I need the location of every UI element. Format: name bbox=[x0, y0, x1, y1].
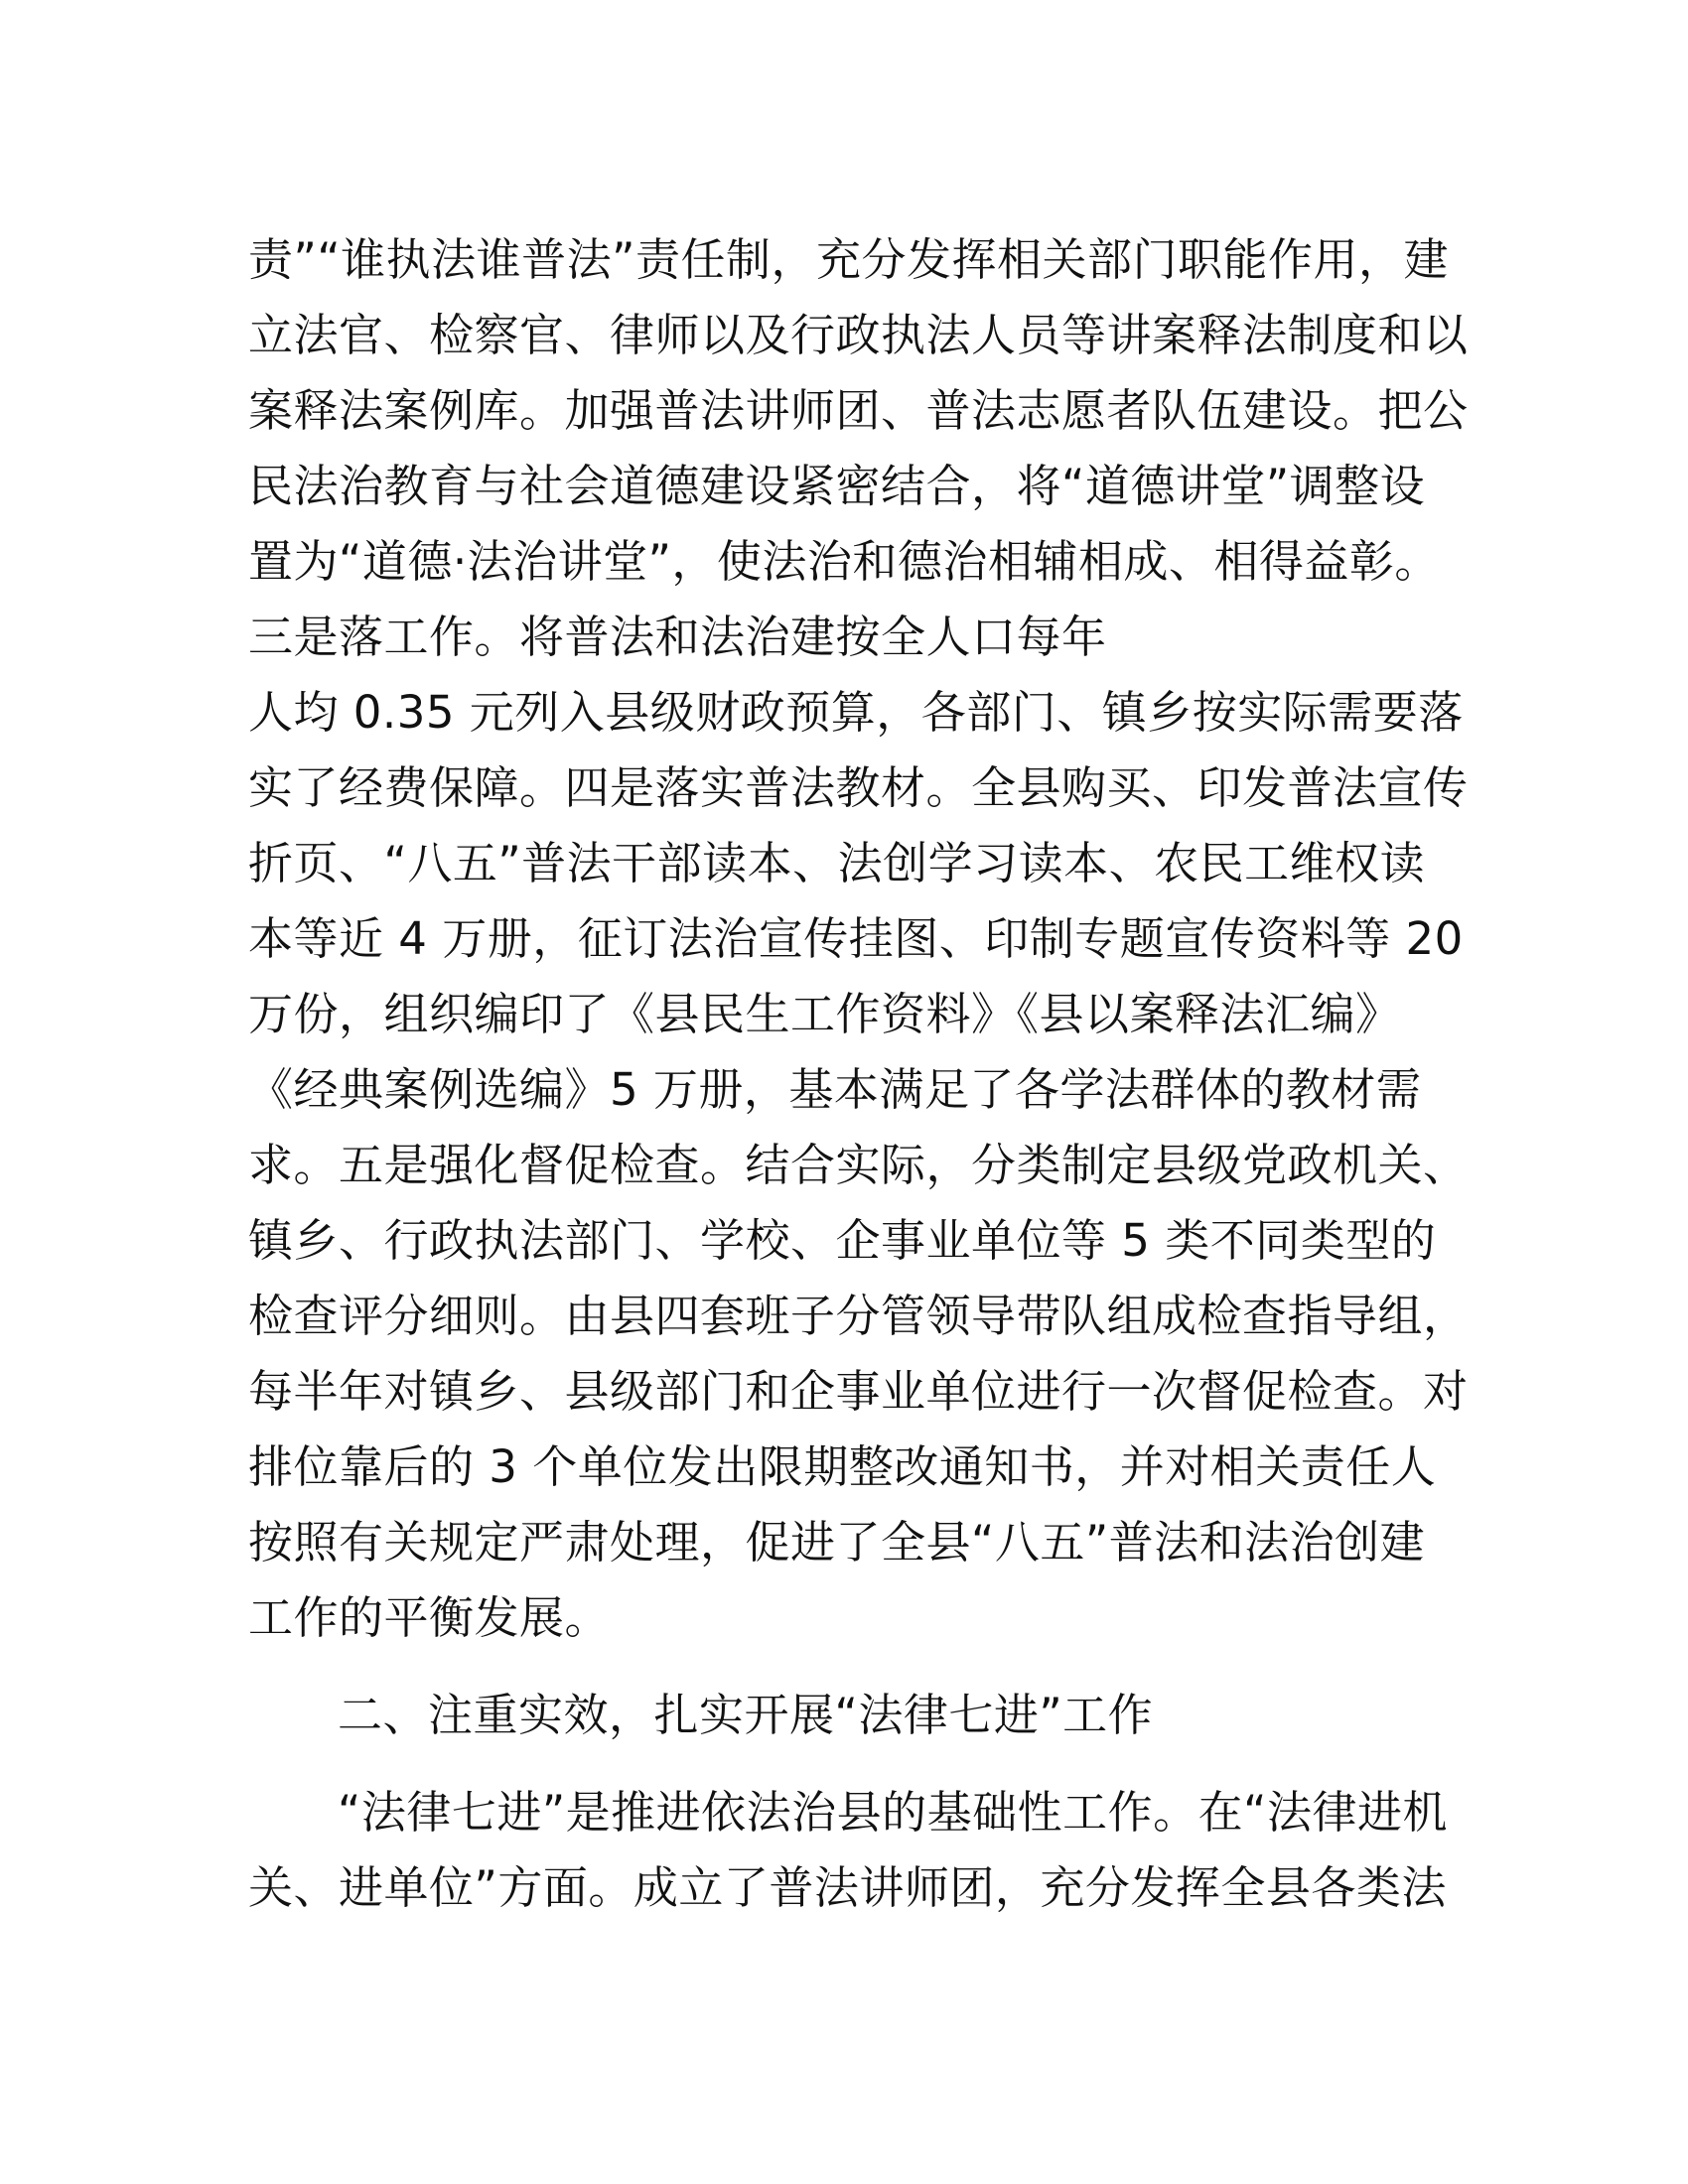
text-line: 民法治教育与社会道德建设紧密结合，将“道德讲堂”调整设 bbox=[248, 460, 1426, 512]
text-line: 排位靠后的 3 个单位发出限期整改通知书，并对相关责任人 bbox=[248, 1440, 1437, 1493]
text-line: 折页、“八五”普法干部读本、法创学习读本、农民工维权读 bbox=[248, 837, 1426, 889]
text-line: 实了经费保障。四是落实普法教材。全县购买、印发普法宣传 bbox=[248, 761, 1469, 814]
text-line: 立法官、检察官、律师以及行政执法人员等讲案释法制度和以 bbox=[248, 309, 1469, 361]
text-line: 人均 0.35 元列入县级财政预算，各部门、镇乡按实际需要落 bbox=[248, 686, 1464, 739]
text-line: 关、进单位”方面。成立了普法讲师团，充分发挥全县各类法 bbox=[248, 1861, 1447, 1914]
section-heading: 二、注重实效，扎实开展“法律七进”工作 bbox=[338, 1689, 1154, 1741]
text-line: 案释法案例库。加强普法讲师团、普法志愿者队伍建设。把公 bbox=[248, 384, 1469, 437]
text-line: 置为“道德·法治讲堂”，使法治和德治相辅相成、相得益彰。 bbox=[248, 535, 1440, 588]
text-line: 责”“谁执法谁普法”责任制，充分发挥相关部门职能作用，建 bbox=[248, 233, 1449, 286]
text-line: 本等近 4 万册，征订法治宣传挂图、印制专题宣传资料等 20 bbox=[248, 912, 1464, 965]
text-line: 镇乡、行政执法部门、学校、企事业单位等 5 类不同类型的 bbox=[248, 1214, 1437, 1267]
text-line: 检查评分细则。由县四套班子分管领导带队组成检查指导组， bbox=[248, 1290, 1469, 1342]
text-line: 工作的平衡发展。 bbox=[248, 1591, 611, 1644]
text-line: “法律七进”是推进依法治县的基础性工作。在“法律进机 bbox=[338, 1786, 1448, 1839]
text-line: 按照有关规定严肃处理，促进了全县“八五”普法和法治创建 bbox=[248, 1516, 1426, 1569]
text-line: 三是落工作。将普法和法治建按全人口每年 bbox=[248, 611, 1107, 663]
text-line: 求。五是强化督促检查。结合实际，分类制定县级党政机关、 bbox=[248, 1139, 1469, 1191]
text-line: 万份，组织编印了《县民生工作资料》《县以案释法汇编》 bbox=[248, 988, 1401, 1040]
text-line: 《经典案例选编》5 万册，基本满足了各学法群体的教材需 bbox=[248, 1063, 1422, 1116]
text-line: 每半年对镇乡、县级部门和企事业单位进行一次督促检查。对 bbox=[248, 1365, 1469, 1418]
